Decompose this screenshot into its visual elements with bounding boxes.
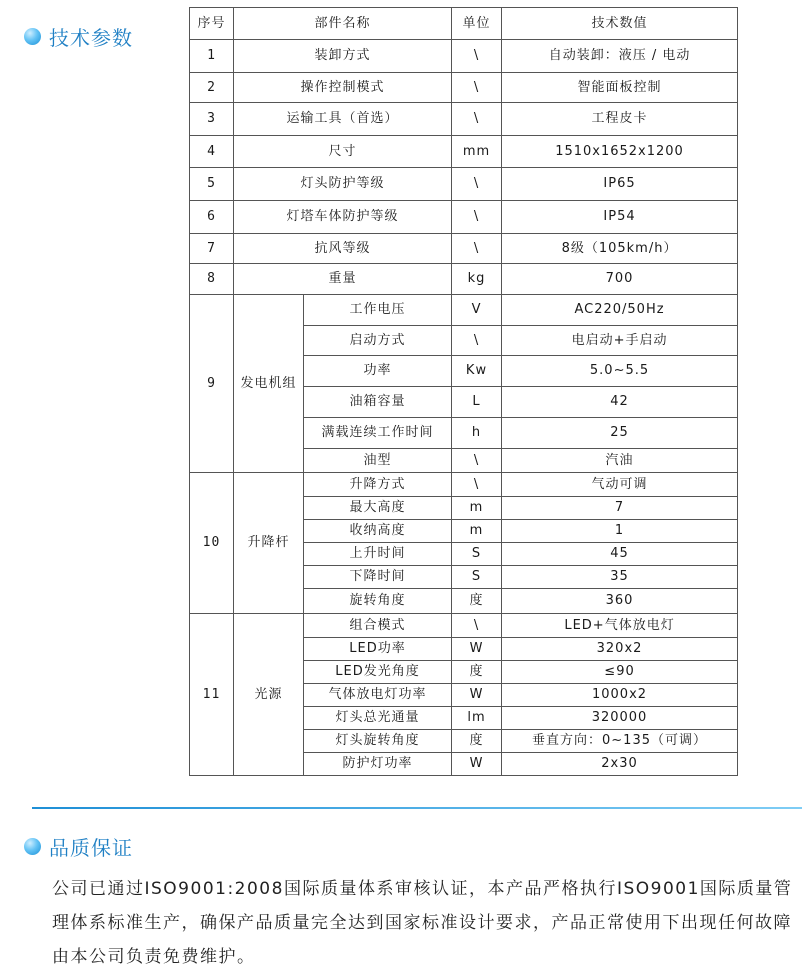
sub-item-name: 下降时间 xyxy=(304,566,452,589)
sub-item-name: 最大高度 xyxy=(304,497,452,520)
group-name: 发电机组 xyxy=(234,295,304,473)
row-value: 智能面板控制 xyxy=(502,73,738,103)
tech-params-heading xyxy=(24,22,133,51)
sub-item-value: LED+气体放电灯 xyxy=(502,614,738,638)
table-row xyxy=(190,473,738,497)
row-no: 2 xyxy=(190,73,234,103)
sub-item-unit: \ xyxy=(452,473,502,497)
sub-item-name: 气体放电灯功率 xyxy=(304,684,452,707)
blue-bullet-icon xyxy=(24,28,41,45)
row-unit: kg xyxy=(452,264,502,295)
table-row xyxy=(190,614,738,638)
sub-item-unit: h xyxy=(452,418,502,449)
row-no: 8 xyxy=(190,264,234,295)
sub-item-unit: W xyxy=(452,753,502,776)
row-no: 6 xyxy=(190,201,234,234)
sub-item-value: 1 xyxy=(502,520,738,543)
sub-item-name: 收纳高度 xyxy=(304,520,452,543)
sub-item-value: 电启动+手启动 xyxy=(502,326,738,356)
row-value: 8级（105km/h） xyxy=(502,234,738,264)
sub-item-name: 油箱容量 xyxy=(304,387,452,418)
sub-item-value: 气动可调 xyxy=(502,473,738,497)
header-part-name: 部件名称 xyxy=(234,8,452,40)
sub-item-name: LED功率 xyxy=(304,638,452,661)
sub-item-name: 工作电压 xyxy=(304,295,452,326)
table-row xyxy=(190,295,738,326)
sub-item-unit: m xyxy=(452,520,502,543)
sub-item-value: 2x30 xyxy=(502,753,738,776)
row-unit: \ xyxy=(452,73,502,103)
sub-item-value: 7 xyxy=(502,497,738,520)
sub-item-value: 360 xyxy=(502,589,738,614)
sub-item-name: 启动方式 xyxy=(304,326,452,356)
sub-item-unit: Kw xyxy=(452,356,502,387)
tech-params-title: 技术参数 xyxy=(49,26,133,50)
sub-item-value: AC220/50Hz xyxy=(502,295,738,326)
sub-item-unit: S xyxy=(452,566,502,589)
spec-table-body xyxy=(190,8,738,776)
sub-item-name: 组合模式 xyxy=(304,614,452,638)
spec-table xyxy=(189,7,738,776)
sub-item-name: 防护灯功率 xyxy=(304,753,452,776)
group-name: 升降杆 xyxy=(234,473,304,614)
row-unit: \ xyxy=(452,103,502,136)
sub-item-unit: \ xyxy=(452,614,502,638)
sub-item-value: 5.0~5.5 xyxy=(502,356,738,387)
header-unit: 单位 xyxy=(452,8,502,40)
row-value: IP54 xyxy=(502,201,738,234)
row-part-name: 抗风等级 xyxy=(234,234,452,264)
sub-item-value: ≤90 xyxy=(502,661,738,684)
sub-item-value: 1000x2 xyxy=(502,684,738,707)
group-no: 11 xyxy=(190,614,234,776)
row-no: 1 xyxy=(190,40,234,73)
table-row xyxy=(190,103,738,136)
row-no: 7 xyxy=(190,234,234,264)
row-value: 700 xyxy=(502,264,738,295)
table-row xyxy=(190,201,738,234)
sub-item-unit: W xyxy=(452,638,502,661)
table-row xyxy=(190,234,738,264)
sub-item-value: 320x2 xyxy=(502,638,738,661)
sub-item-value: 汽油 xyxy=(502,449,738,473)
row-part-name: 重量 xyxy=(234,264,452,295)
row-value: IP65 xyxy=(502,168,738,201)
table-header-row xyxy=(190,8,738,40)
sub-item-name: 满载连续工作时间 xyxy=(304,418,452,449)
sub-item-name: 油型 xyxy=(304,449,452,473)
sub-item-name: 旋转角度 xyxy=(304,589,452,614)
row-value: 工程皮卡 xyxy=(502,103,738,136)
sub-item-unit: \ xyxy=(452,449,502,473)
row-part-name: 装卸方式 xyxy=(234,40,452,73)
sub-item-unit: \ xyxy=(452,326,502,356)
table-row xyxy=(190,264,738,295)
row-unit: mm xyxy=(452,136,502,168)
row-unit: \ xyxy=(452,201,502,234)
sub-item-name: 灯头旋转角度 xyxy=(304,730,452,753)
row-part-name: 灯塔车体防护等级 xyxy=(234,201,452,234)
header-value: 技术数值 xyxy=(502,8,738,40)
row-part-name: 尺寸 xyxy=(234,136,452,168)
row-no: 3 xyxy=(190,103,234,136)
row-value: 自动装卸：液压 / 电动 xyxy=(502,40,738,73)
sub-item-value: 垂直方向：0~135（可调） xyxy=(502,730,738,753)
row-part-name: 运输工具（首选） xyxy=(234,103,452,136)
sub-item-value: 320000 xyxy=(502,707,738,730)
sub-item-unit: 度 xyxy=(452,589,502,614)
quality-heading xyxy=(24,832,133,861)
header-no: 序号 xyxy=(190,8,234,40)
sub-item-unit: 度 xyxy=(452,661,502,684)
sub-item-value: 45 xyxy=(502,543,738,566)
sub-item-unit: L xyxy=(452,387,502,418)
sub-item-name: 功率 xyxy=(304,356,452,387)
sub-item-name: 升降方式 xyxy=(304,473,452,497)
group-no: 10 xyxy=(190,473,234,614)
row-unit: \ xyxy=(452,40,502,73)
quality-paragraph: 公司已通过ISO9001:2008国际质量体系审核认证，本产品严格执行ISO9001国际质量管理体系标准生产，确保产品质量完全达到国家标准设计要求，产品正常使用下出现任何故障由本公司负责免费维护。 xyxy=(52,879,793,967)
sub-item-name: 灯头总光通量 xyxy=(304,707,452,730)
row-unit: \ xyxy=(452,168,502,201)
sub-item-unit: W xyxy=(452,684,502,707)
table-row xyxy=(190,168,738,201)
table-row xyxy=(190,73,738,103)
row-part-name: 灯头防护等级 xyxy=(234,168,452,201)
sub-item-value: 42 xyxy=(502,387,738,418)
section-divider xyxy=(32,807,802,809)
sub-item-unit: S xyxy=(452,543,502,566)
sub-item-unit: V xyxy=(452,295,502,326)
group-name: 光源 xyxy=(234,614,304,776)
sub-item-name: LED发光角度 xyxy=(304,661,452,684)
sub-item-unit: 度 xyxy=(452,730,502,753)
row-unit: \ xyxy=(452,234,502,264)
sub-item-unit: lm xyxy=(452,707,502,730)
row-part-name: 操作控制模式 xyxy=(234,73,452,103)
sub-item-value: 35 xyxy=(502,566,738,589)
sub-item-unit: m xyxy=(452,497,502,520)
sub-item-name: 上升时间 xyxy=(304,543,452,566)
row-no: 5 xyxy=(190,168,234,201)
table-row xyxy=(190,136,738,168)
group-no: 9 xyxy=(190,295,234,473)
row-no: 4 xyxy=(190,136,234,168)
sub-item-value: 25 xyxy=(502,418,738,449)
row-value: 1510x1652x1200 xyxy=(502,136,738,168)
table-row xyxy=(190,40,738,73)
blue-bullet-icon xyxy=(24,838,41,855)
quality-title: 品质保证 xyxy=(49,836,133,860)
